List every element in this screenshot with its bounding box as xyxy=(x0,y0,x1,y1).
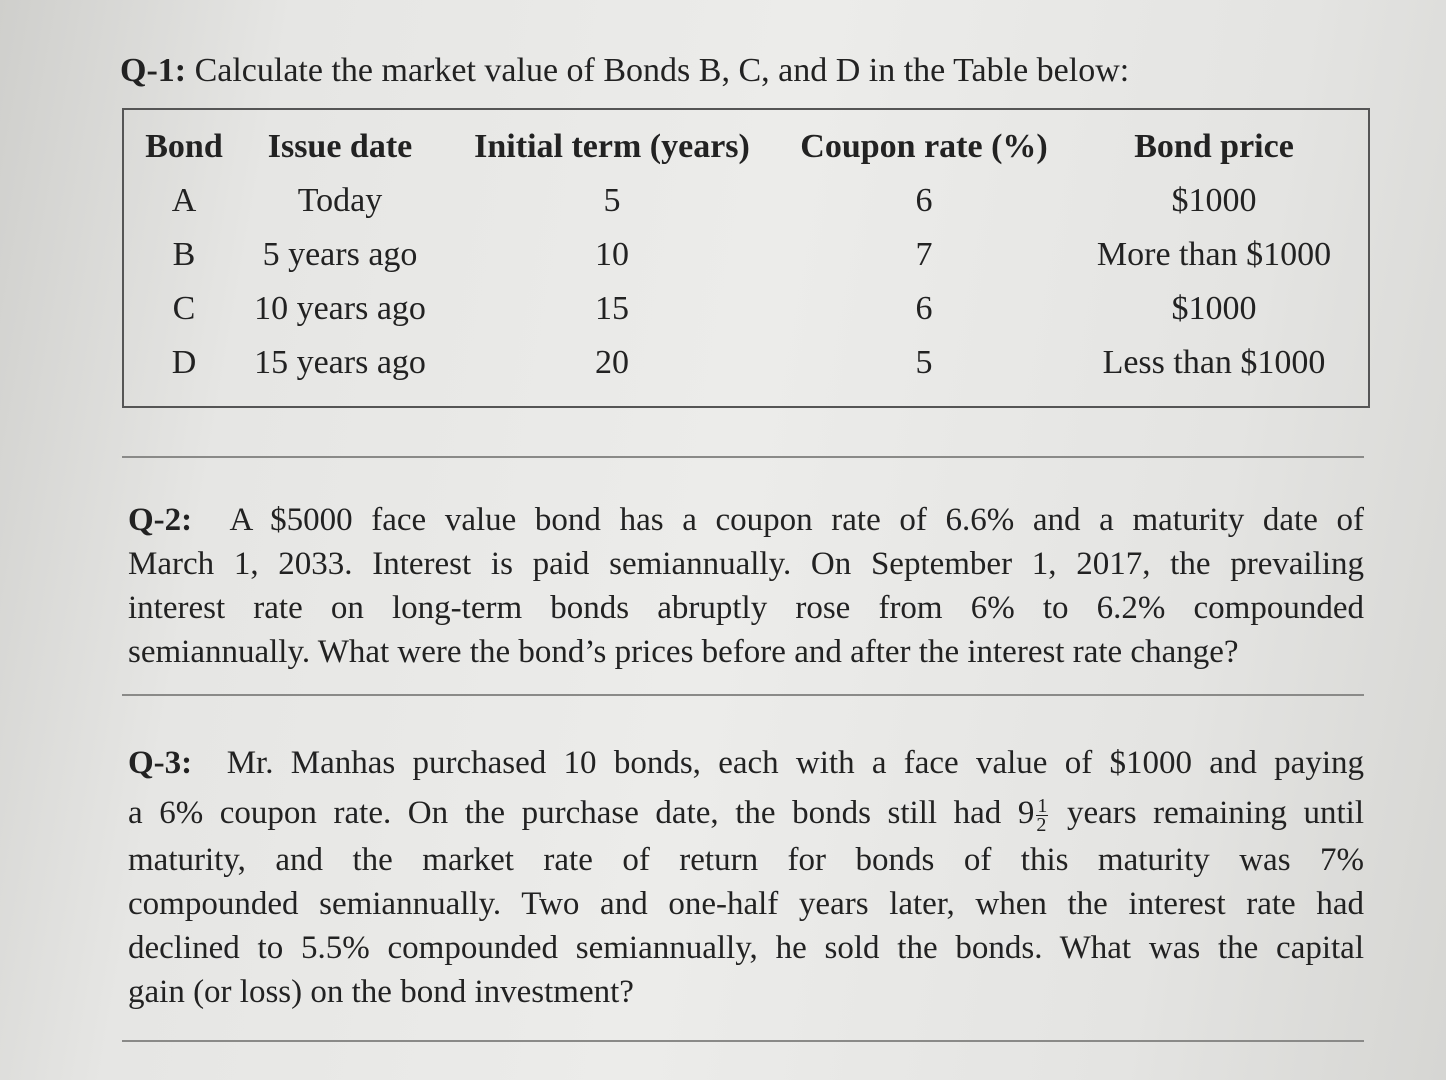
question-2-line-4: semiannually. What were the bond’s prices before and after the interest rate change? xyxy=(128,634,1239,670)
bond-table xyxy=(122,108,1370,408)
header-coupon-rate: Coupon rate (%) xyxy=(800,128,1048,165)
table-cell-bond: A xyxy=(171,182,197,219)
answer-divider-1 xyxy=(122,456,1364,458)
table-cell-bond: D xyxy=(171,344,197,381)
question-2-label: Q-2: xyxy=(128,502,193,538)
question-3-line-2 xyxy=(128,788,1364,838)
question-2-line-1 xyxy=(128,498,1364,542)
question-3-line-1 xyxy=(128,738,1364,788)
table-cell-term: 20 xyxy=(595,344,629,381)
question-1 xyxy=(120,52,1129,90)
table-cell-price: Less than $1000 xyxy=(1102,344,1326,381)
table-cell-term: 10 xyxy=(595,236,629,273)
header-bond-price: Bond price xyxy=(1134,128,1294,165)
answer-divider-3 xyxy=(122,1040,1364,1042)
question-3-text: Mr. Manhas purchased 10 bonds, each with a face value of $1000 and paying xyxy=(226,745,1364,781)
table-cell-price: More than $1000 xyxy=(1096,236,1332,273)
table-cell-price: $1000 xyxy=(1171,182,1257,219)
table-cell-issue-date: Today xyxy=(297,182,383,219)
question-3-line-5: declined to 5.5% compounded semiannually, he sold the bonds. What was the capital xyxy=(128,930,1364,966)
question-3 xyxy=(128,738,1364,1014)
table-cell-issue-date: 15 years ago xyxy=(254,344,426,381)
question-2-line-2: March 1, 2033. Interest is paid semiannually. On September 1, 2017, the prevailing xyxy=(128,546,1364,582)
header-bond: Bond xyxy=(145,128,223,165)
question-3-line-2-end: years remaining until xyxy=(1066,795,1365,831)
table-cell-issue-date: 5 years ago xyxy=(262,236,418,273)
question-3-line-4: compounded semiannually. Two and one-half years later, when the interest rate had xyxy=(128,886,1364,922)
table-cell-coupon: 5 xyxy=(915,344,933,381)
table-cell-issue-date: 10 years ago xyxy=(254,290,426,327)
question-3-line-6: gain (or loss) on the bond investment? xyxy=(128,974,634,1010)
question-1-text: Calculate the market value of Bonds B, C, and D in the Table below: xyxy=(194,52,1130,89)
question-3-line-3: maturity, and the market rate of return for bonds of this maturity was 7% xyxy=(128,842,1364,878)
table-cell-bond: B xyxy=(172,236,196,273)
question-3-label: Q-3: xyxy=(128,745,193,781)
table-cell-term: 5 xyxy=(603,182,621,219)
table-cell-term: 15 xyxy=(595,290,629,327)
table-cell-coupon: 6 xyxy=(915,290,933,327)
table-cell-coupon: 7 xyxy=(915,236,933,273)
one-half-fraction xyxy=(1036,794,1048,836)
header-initial-term: Initial term (years) xyxy=(474,128,750,165)
table-cell-coupon: 6 xyxy=(915,182,933,219)
table-cell-bond: C xyxy=(172,290,196,327)
question-2-text: A $5000 face value bond has a coupon rate of 6.6% and a maturity date of xyxy=(229,502,1364,538)
question-2-line-3: interest rate on long-term bonds abruptly rose from 6% to 6.2% compounded xyxy=(128,590,1364,626)
answer-divider-2 xyxy=(122,694,1364,696)
question-3-line-2-start: a 6% coupon rate. On the purchase date, the bonds still had 9 xyxy=(128,795,1035,831)
table-cell-price: $1000 xyxy=(1171,290,1257,327)
question-2 xyxy=(128,498,1364,674)
header-issue-date: Issue date xyxy=(267,128,413,165)
fraction-numerator: 1 xyxy=(1037,794,1048,817)
fraction-denominator: 2 xyxy=(1036,813,1047,836)
question-1-label: Q-1: xyxy=(120,52,187,89)
